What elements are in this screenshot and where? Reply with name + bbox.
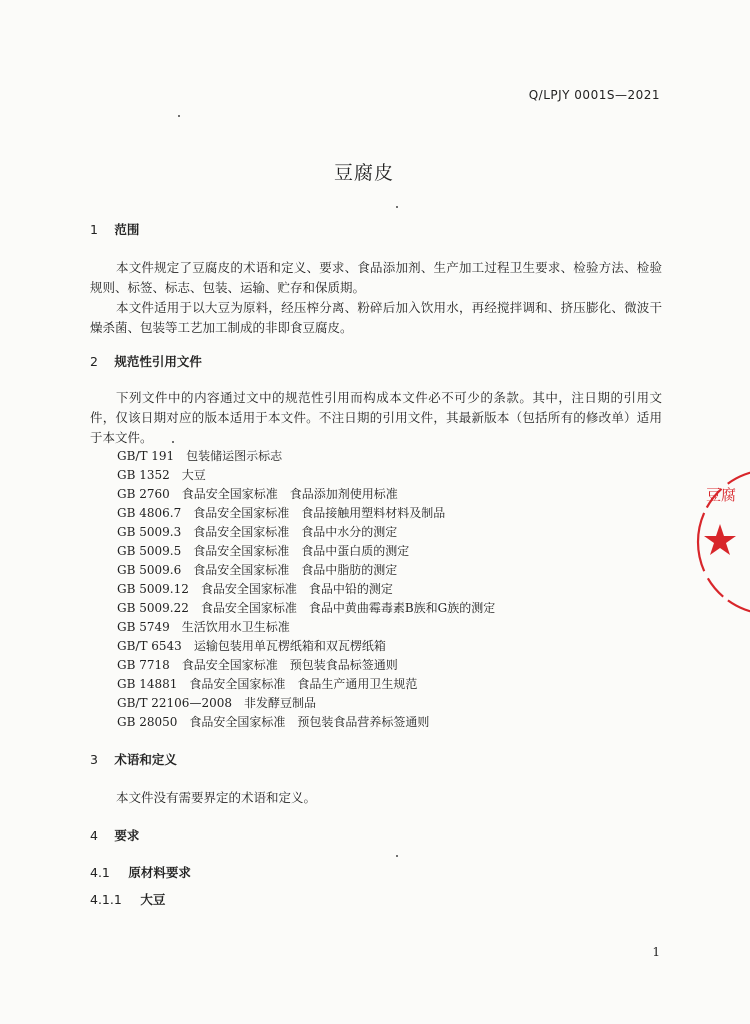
subsection-number: 4.1 (90, 865, 110, 880)
reference-title: 生活饮用水卫生标准 (181, 620, 290, 634)
scope-paragraph-1: 本文件规定了豆腐皮的术语和定义、要求、食品添加剂、生产加工过程卫生要求、检验方法、检验规则、标签、标志、包装、运输、贮存和保质期。 (90, 260, 662, 295)
reference-list (117, 447, 495, 732)
reference-code: GB 1352 (117, 468, 170, 482)
reference-code: GB 2760 (117, 487, 170, 501)
reference-title: 食品安全国家标准 食品中水分的测定 (193, 525, 398, 539)
reference-item (117, 447, 495, 466)
reference-title: 食品安全国家标准 食品中黄曲霉毒素B族和G族的测定 (200, 601, 496, 615)
scan-speck (178, 115, 180, 117)
reference-item (117, 485, 495, 504)
section-number: 2 (90, 354, 98, 369)
reference-code: GB 5009.12 (117, 582, 189, 596)
section-2-heading (90, 352, 202, 370)
reference-code: GB 14881 (117, 677, 178, 691)
reference-code: GB 28050 (117, 715, 178, 729)
reference-item (117, 637, 495, 656)
section-3-heading (90, 750, 177, 768)
references-intro-paragraph: 下列文件中的内容通过文中的规范性引用而构成本文件必不可少的条款。其中，注日期的引用文件，仅该日期对应的版本适用于本文件。不注日期的引用文件，其最新版本（包括所有的修改单）适用于本文件。 (90, 390, 662, 445)
document-title: 豆腐皮 (333, 162, 394, 184)
section-title: 范围 (114, 222, 140, 237)
reference-item (117, 561, 495, 580)
reference-title: 大豆 (181, 468, 206, 482)
reference-code: GB/T 6543 (117, 639, 182, 653)
reference-code: GB 5009.22 (117, 601, 189, 615)
reference-item (117, 580, 495, 599)
reference-code: GB/T 191 (117, 449, 175, 463)
reference-item (117, 656, 495, 675)
section-title: 术语和定义 (114, 752, 177, 767)
reference-item (117, 523, 495, 542)
scope-paragraph-2: 本文件适用于以大豆为原料，经压榨分离、粉碎后加入饮用水，再经搅拌调和、挤压膨化、微波干燥杀菌、包装等工艺加工制成的非即食豆腐皮。 (90, 300, 662, 335)
document-code: Q/LPJY 0001S—2021 (528, 88, 660, 102)
reference-item (117, 618, 495, 637)
section-title: 要求 (114, 828, 140, 843)
reference-item (117, 675, 495, 694)
reference-item (117, 694, 495, 713)
section-number: 4 (90, 828, 98, 843)
reference-item (117, 542, 495, 561)
reference-code: GB 5009.3 (117, 525, 182, 539)
reference-item (117, 466, 495, 485)
seal-graphic (690, 462, 750, 622)
scan-speck (396, 855, 398, 857)
reference-title: 食品安全国家标准 食品中蛋白质的测定 (193, 544, 410, 558)
company-seal-stamp (690, 462, 750, 622)
subsection-4-1-1-heading (90, 890, 165, 908)
reference-code: GB 5009.6 (117, 563, 182, 577)
page-number: 1 (652, 945, 660, 959)
reference-code: GB 5749 (117, 620, 170, 634)
reference-code: GB 5009.5 (117, 544, 182, 558)
reference-code: GB 7718 (117, 658, 170, 672)
subsection-4-1-heading (90, 863, 191, 881)
reference-item (117, 713, 495, 732)
reference-title: 非发酵豆制品 (243, 696, 316, 710)
section-1-heading (90, 220, 139, 238)
reference-title: 运输包装用单瓦楞纸箱和双瓦楞纸箱 (193, 639, 386, 653)
section-number: 1 (90, 222, 98, 237)
section-number: 3 (90, 752, 98, 767)
reference-title: 食品安全国家标准 预包装食品标签通则 (181, 658, 398, 672)
scan-speck (396, 206, 398, 208)
reference-title: 食品安全国家标准 预包装食品营养标签通则 (189, 715, 430, 729)
reference-item (117, 599, 495, 618)
reference-item (117, 504, 495, 523)
reference-code: GB/T 22106—2008 (117, 696, 232, 710)
subsection-title: 大豆 (140, 892, 166, 907)
terms-paragraph: 本文件没有需要界定的术语和定义。 (116, 790, 317, 805)
section-title: 规范性引用文件 (114, 354, 202, 369)
reference-code: GB 4806.7 (117, 506, 182, 520)
scan-speck (172, 441, 174, 443)
subsection-title: 原材料要求 (128, 865, 191, 880)
section-4-heading (90, 826, 139, 844)
reference-title: 食品安全国家标准 食品接触用塑料材料及制品 (193, 506, 446, 520)
reference-title: 食品安全国家标准 食品中铅的测定 (200, 582, 393, 596)
svg-text:豆腐: 豆腐 (706, 486, 737, 504)
reference-title: 食品安全国家标准 食品中脂肪的测定 (193, 563, 398, 577)
reference-title: 包装储运图示标志 (186, 449, 283, 463)
reference-title: 食品安全国家标准 食品生产通用卫生规范 (189, 677, 418, 691)
subsection-number: 4.1.1 (90, 892, 122, 907)
reference-title: 食品安全国家标准 食品添加剂使用标准 (181, 487, 398, 501)
